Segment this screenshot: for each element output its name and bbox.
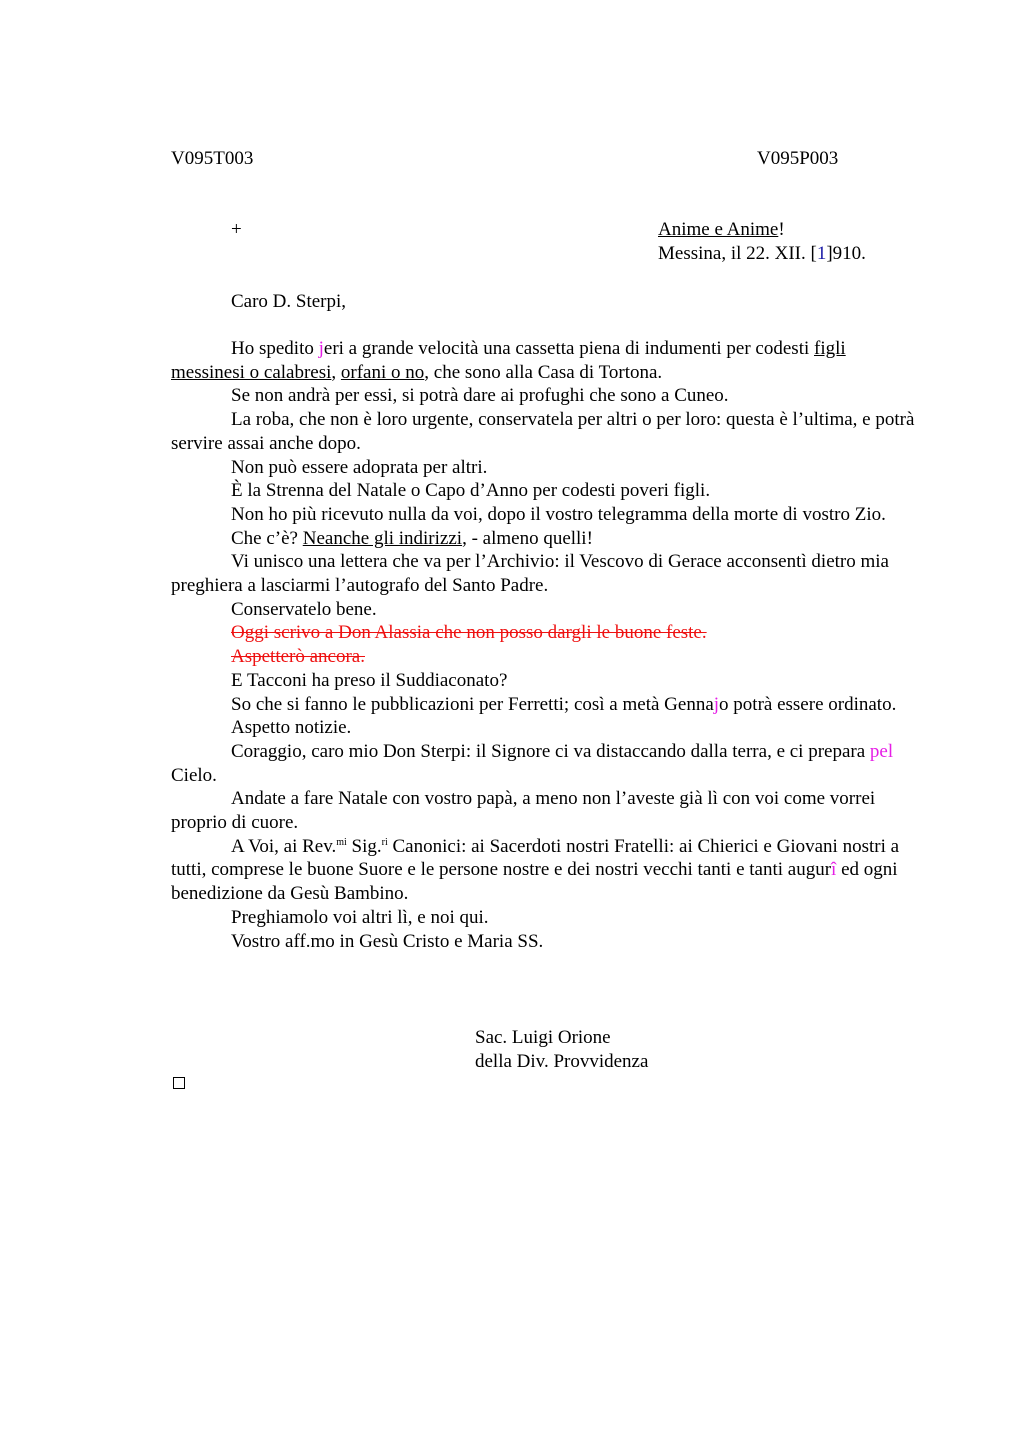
superscript: ri — [381, 836, 388, 848]
deleted-text: Oggi scrivo a Don Alassia che non posso dargli le buone feste. — [231, 622, 707, 644]
text-run: Sig. — [346, 835, 382, 857]
text-run: Canonici: ai Sacerdoti nostri Fratelli: ai Chierici e Giovani nostri a tutti, comprese le buone Suore e le persone nostre e dei nostri vecchi tanti e tanti augur — [171, 835, 900, 881]
orthographic-mark: j — [713, 693, 720, 715]
dateline-start: Messina, il 22. XII. [ — [658, 243, 817, 264]
paragraph: La roba, che non è loro urgente, conservatela per altri o per loro: questa è l’ultima, e potrà servire assai anche dopo. — [171, 409, 915, 454]
paragraph — [171, 740, 923, 787]
dateline-end: ]910. — [826, 243, 866, 264]
orthographic-mark: pel — [869, 740, 894, 762]
paragraph: Non ho più ricevuto nulla da voi, dopo il vostro telegramma della morte di vostro Zio. — [231, 503, 886, 525]
paragraph — [171, 337, 923, 384]
text-run: So che si fanno le pubblicazioni per Ferretti; così a metà Genna — [231, 693, 714, 715]
signature-title: della Div. Provvidenza — [475, 1051, 649, 1072]
text-run: A Voi, ai Rev. — [231, 835, 337, 857]
paragraph: Vi unisco una lettera che va per l’Archivio: il Vescovo di Gerace acconsentì dietro mia preghiera a lasciarmi l’autografo del Santo Padre. — [171, 551, 889, 597]
paragraph: E Tacconi ha preso il Suddiaconato? — [231, 669, 508, 691]
text-run: , - almeno quelli! — [462, 527, 593, 549]
paragraph: Non può essere adoprata per altri. — [231, 456, 488, 478]
text-run: , che sono alla Casa di Tortona. — [424, 361, 663, 383]
superscript: mi — [336, 836, 347, 848]
letter-body — [171, 337, 923, 953]
document-code-left: V095T003 — [171, 148, 254, 169]
document-code-right: V095P003 — [757, 148, 839, 169]
paragraph: Vostro aff.mo in Gesù Cristo e Maria SS. — [231, 930, 544, 952]
paragraph — [171, 621, 923, 645]
text-run: eri a grande velocità una cassetta piena di indumenti per codesti — [323, 338, 815, 359]
dateline-editorial-insert: 1 — [816, 243, 827, 264]
text-run: Che c’è? — [231, 527, 303, 549]
paragraph: È la Strenna del Natale o Capo d’Anno per codesti poveri figli. — [231, 480, 711, 502]
text-run: Ho spedito — [231, 338, 319, 359]
underlined-text: Neanche gli indirizzi — [302, 527, 463, 549]
deleted-text: Aspetterò ancora. — [231, 646, 365, 668]
text-run: Coraggio, caro mio Don Sterpi: il Signore ci va distaccando dalla terra, e ci prepara — [231, 740, 870, 762]
underlined-text: orfani o no — [340, 361, 425, 383]
paragraph: Preghiamolo voi altri lì, e noi qui. — [231, 906, 489, 928]
paragraph — [171, 835, 923, 906]
paragraph: Andate a fare Natale con vostro papà, a meno non l’aveste già lì con voi come vorrei proprio di cuore. — [171, 788, 876, 834]
paragraph — [171, 645, 923, 669]
paragraph — [171, 693, 923, 717]
motto-text: Anime e Anime — [658, 219, 779, 240]
text-run: Cielo. — [171, 764, 217, 786]
paragraph: Conservatelo bene. — [231, 598, 377, 620]
greeting: Caro D. Sterpi, — [231, 291, 347, 312]
paragraph: Se non andrà per essi, si potrà dare ai profughi che sono a Cuneo. — [231, 385, 729, 407]
underlined-text: figli messinesi o calabresi — [171, 338, 846, 383]
text-run: ed ogni benedizione da Gesù Bambino. — [171, 859, 898, 905]
text-run: , — [331, 361, 341, 383]
paragraph: Aspetto notizie. — [231, 717, 352, 739]
orthographic-mark: j — [318, 338, 324, 359]
cross-symbol: + — [231, 219, 242, 240]
motto — [658, 218, 785, 242]
dateline — [658, 242, 866, 266]
signature-name: Sac. Luigi Orione — [475, 1027, 611, 1048]
orthographic-mark: î — [831, 859, 837, 881]
motto-exclamation: ! — [778, 219, 785, 240]
text-run: o potrà essere ordinato. — [719, 693, 897, 715]
end-marker-box — [173, 1077, 185, 1089]
paragraph — [171, 527, 923, 551]
